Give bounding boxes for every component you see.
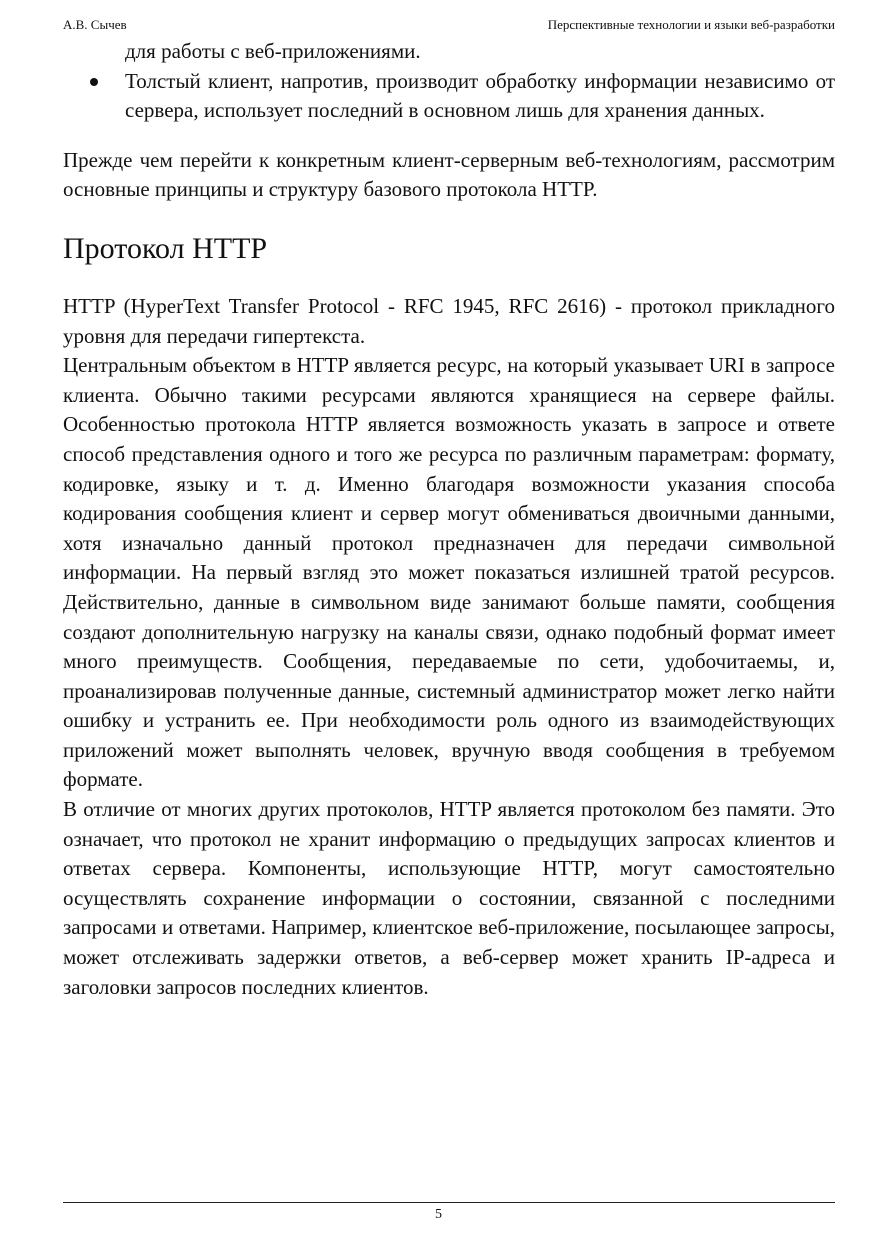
list-item (63, 67, 835, 126)
paragraph-resources: Центральным объектом в HTTP является ресурс, на который указывает URI в запросе клиента. Обычно такими ресурсами являются хранящиеся на сервере файлы. Особенностью протокола HTTP является возможность указать в запросе и ответе способ представления одного и того же ресурса по различным параметрам: формату, кодировке, языку и т. д. Именно благодаря возможности указания способа кодирования сообщения клиент и сервер могут обмениваться двоичными данными, хотя изначально данный протокол предназначен для передачи символьной информации. На первый взгляд это может показаться излишней тратой ресурсов. Действительно, данные в символьном виде занимают больше памяти, сообщения создают дополнительную нагрузку на каналы связи, однако подобный формат имеет много преимуществ. Сообщения, передаваемые по сети, удобочитаемы, и, проанализировав полученные данные, системный администратор может легко найти ошибку и устранить ее. При необходимости роль одного из взаимодействующих приложений может выполнять человек, вручную вводя сообщения в требуемом формате. (63, 353, 835, 792)
page-number: 5 (435, 1207, 442, 1222)
paragraph-stateless: В отличие от многих других протоколов, HTTP является протоколом без памяти. Это означает, что протокол не хранит информацию о предыдущих запросах клиентов и ответах сервера. Компоненты, использующие HTTP, могут самостоятельно осуществлять сохранение информации о состоянии, связанной с последними запросами и ответами. Например, клиентское веб-приложение, посылающее запросы, может отслеживать задержки ответов, а веб-сервер может хранить IP-адреса и заголовки запросов последних клиентов. (63, 797, 835, 999)
paragraph-definition: HTTP (HyperText Transfer Protocol - RFC 1945, RFC 2616) - протокол прикладного уровня для передачи гипертекста. (63, 293, 835, 348)
section-heading: Протокол HTTP (63, 231, 268, 265)
header-title: Перспективные технологии и языки веб-разработки (547, 17, 835, 32)
header-author: А.В. Сычев (63, 17, 127, 32)
list-continuation: для работы с веб-приложениями. (125, 39, 421, 63)
list-item-text: Толстый клиент, напротив, производит обработку информации независимо от сервера, использует последний в основном лишь для хранения данных. (125, 68, 835, 123)
page-content (63, 37, 835, 1002)
bullet-list (63, 67, 835, 126)
footer-divider (63, 1202, 835, 1203)
intro-paragraph: Прежде чем перейти к конкретным клиент-серверным веб-технологиям, рассмотрим основные принципы и структуру базового протокола HTTP. (63, 147, 835, 202)
bullet-icon (90, 78, 98, 86)
page-header (63, 17, 835, 33)
